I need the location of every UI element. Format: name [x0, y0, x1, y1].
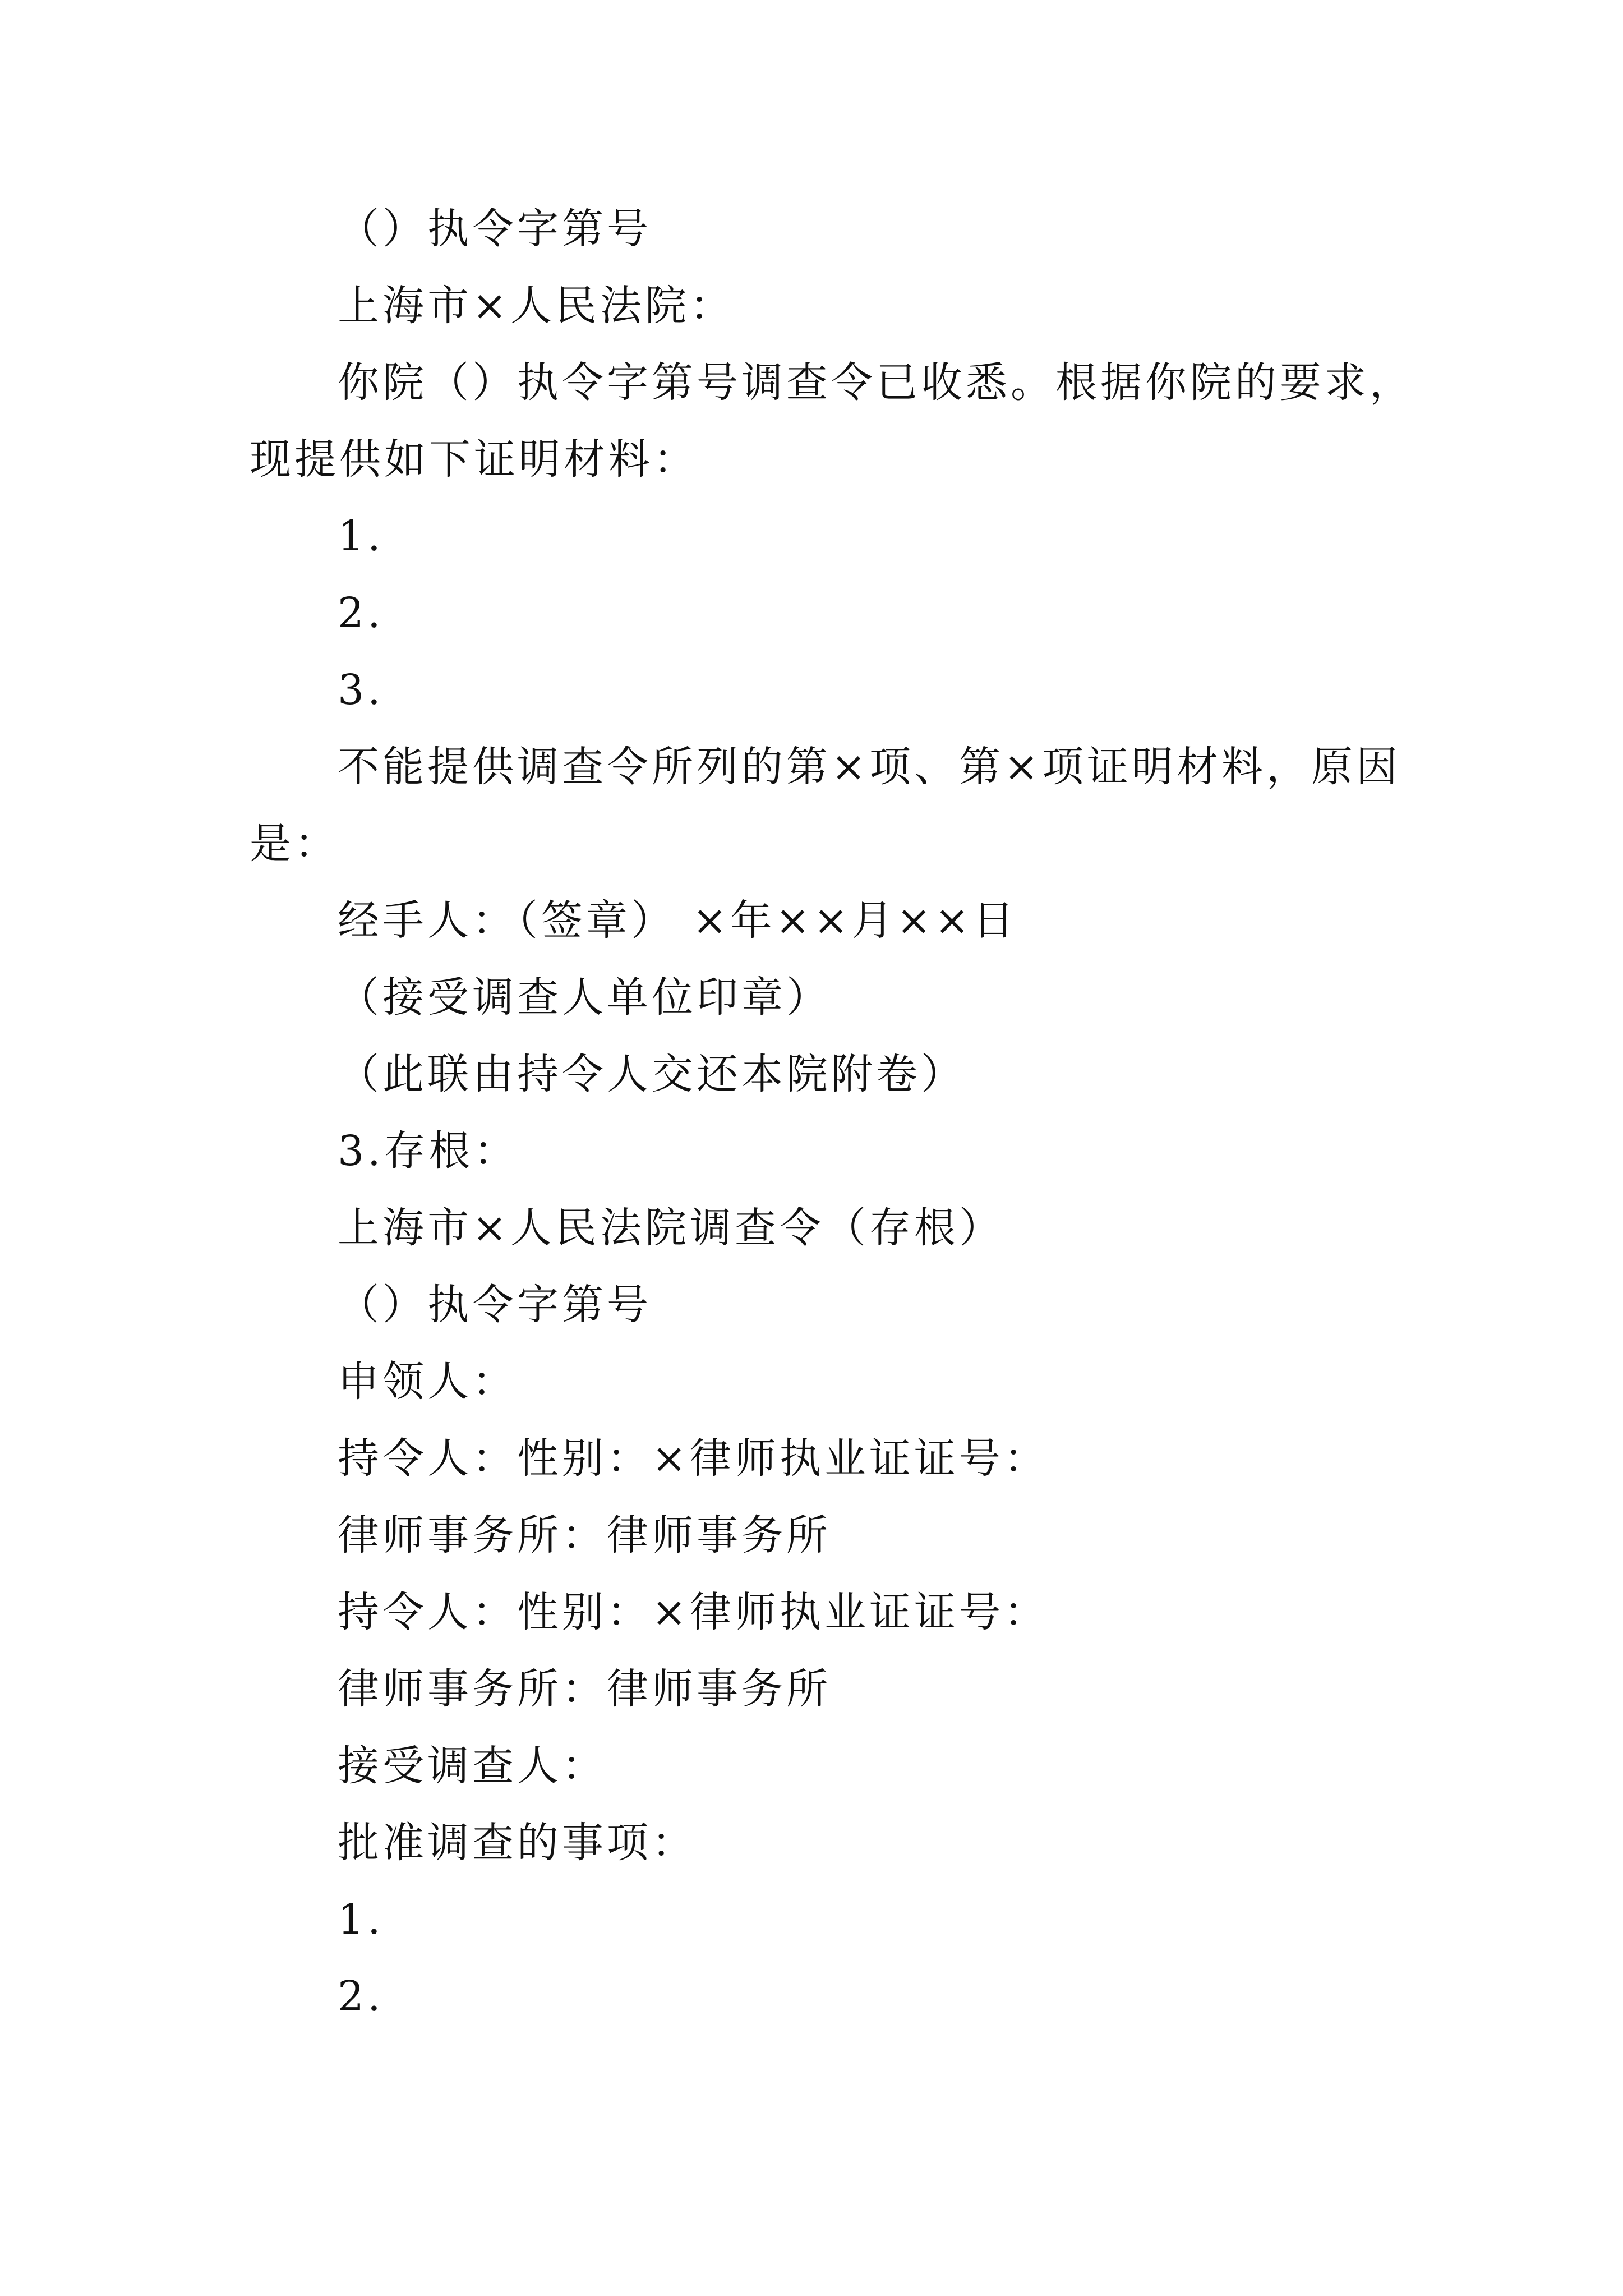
- holder-line-2: 持令人：性别：×律师执业证证号：: [338, 1588, 1049, 1636]
- approved-matter-item-2: 2.: [338, 1972, 384, 2021]
- stub-order-number-line: （）执令字第号: [338, 1281, 652, 1329]
- holder-line-1: 持令人：性别：×律师执业证证号：: [338, 1434, 1049, 1483]
- receipt-paragraph-line-2: 现提供如下证明材料：: [250, 435, 698, 484]
- handler-signature-date-line: 经手人：（签章） ×年××月××日: [338, 896, 1018, 945]
- investigated-party-line: 接受调查人：: [338, 1742, 607, 1790]
- stub-heading: 3.存根：: [338, 1127, 519, 1175]
- stub-title: 上海市×人民法院调查令（存根）: [338, 1204, 1004, 1252]
- addressee-line: 上海市×人民法院：: [338, 282, 735, 330]
- document-body: [250, 191, 1414, 2035]
- unavailable-items-line-1: 不能提供调查令所列的第×项、第×项证明材料，原因: [338, 743, 1401, 791]
- evidence-item-2: 2.: [338, 589, 384, 637]
- receipt-paragraph-line-1: 你院（）执令字第号调查令已收悉。根据你院的要求，: [338, 358, 1414, 407]
- law-firm-line-2: 律师事务所：律师事务所: [338, 1665, 831, 1713]
- applicant-line: 申领人：: [338, 1358, 517, 1406]
- evidence-item-3: 3.: [338, 666, 384, 714]
- evidence-item-1: 1.: [338, 512, 384, 560]
- approved-matter-item-1: 1.: [338, 1895, 384, 1944]
- order-number-line: （）执令字第号: [338, 205, 652, 253]
- approved-matters-heading: 批准调查的事项：: [338, 1819, 697, 1867]
- unavailable-items-line-2: 是：: [250, 820, 339, 868]
- law-firm-line-1: 律师事务所：律师事务所: [338, 1511, 831, 1559]
- return-note-line: （此联由持令人交还本院附卷）: [338, 1050, 966, 1098]
- unit-seal-line: （接受调查人单位印章）: [338, 973, 831, 1022]
